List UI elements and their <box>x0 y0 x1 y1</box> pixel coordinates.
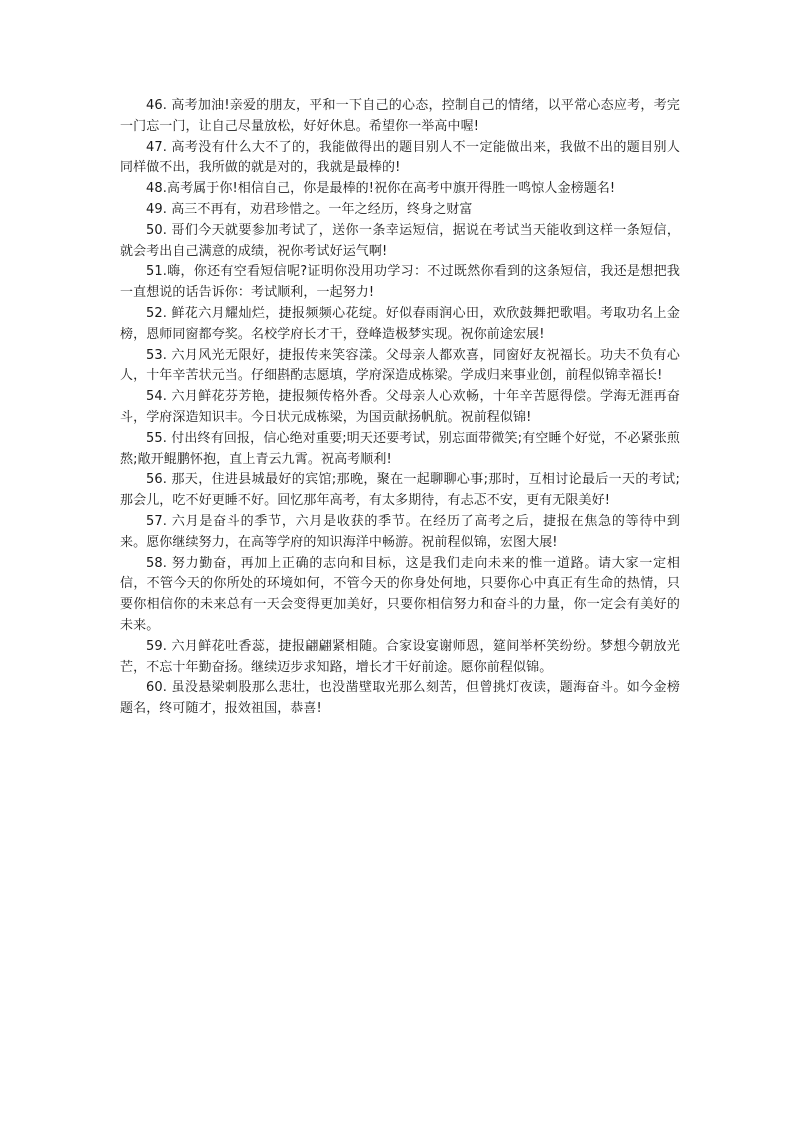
paragraph-55: 55. 付出终有回报，信心绝对重要;明天还要考试，别忘面带微笑;有空睡个好觉，不必紧张煎熬;敞开鲲鹏怀抱，直上青云九霄。祝高考顺利! <box>120 430 680 467</box>
paragraph-60: 60. 虽没悬梁刺股那么悲壮，也没凿壁取光那么刻苦，但曾挑灯夜读，题海奋斗。如今金榜题名，终可随才，报效祖国，恭喜! <box>120 680 680 717</box>
paragraph-57: 57. 六月是奋斗的季节，六月是收获的季节。在经历了高考之后，捷报在焦急的等待中到来。愿你继续努力，在高等学府的知识海洋中畅游。祝前程似锦，宏图大展! <box>120 513 680 550</box>
paragraph-56: 56. 那天，住进县城最好的宾馆;那晚，聚在一起聊聊心事;那时，互相讨论最后一天的考试;那会儿，吃不好更睡不好。回忆那年高考，有太多期待，有忐忑不安，更有无限美好! <box>120 472 680 509</box>
paragraph-50: 50. 哥们今天就要参加考试了，送你一条幸运短信，据说在考试当天能收到这样一条短信，就会考出自己满意的成绩，祝你考试好运气啊! <box>120 222 680 259</box>
paragraph-51: 51.嗨，你还有空看短信呢?证明你没用功学习：不过既然你看到的这条短信，我还是想把我一直想说的话告诉你：考试顺利，一起努力! <box>120 264 680 301</box>
paragraph-59: 59. 六月鲜花吐香蕊，捷报翩翩紧相随。合家设宴谢师恩，筵间举杯笑纷纷。梦想今朝放光芒，不忘十年勤奋扬。继续迈步求知路，增长才干好前途。愿你前程似锦。 <box>120 638 680 675</box>
paragraph-48: 48.高考属于你!相信自己，你是最棒的!祝你在高考中旗开得胜一鸣惊人金榜题名! <box>146 181 616 197</box>
paragraph-53: 53. 六月风光无限好，捷报传来笑容漾。父母亲人都欢喜，同窗好友祝福长。功夫不负有心人，十年辛苦状元当。仔细斟酌志愿填，学府深造成栋梁。学成归来事业创，前程似锦幸福长! <box>120 347 680 384</box>
paragraph-46: 46. 高考加油!亲爱的朋友，平和一下自己的心态，控制自己的情绪，以平常心态应考，考完一门忘一门，让自己尽量放松，好好休息。希望你一举高中喔! <box>120 98 680 134</box>
paragraph-47: 47. 高考没有什么大不了的，我能做得出的题目别人不一定能做出来，我做不出的题目别人同样做不出，我所做的就是对的，我就是最棒的! <box>120 139 680 176</box>
paragraph-52: 52. 鲜花六月耀灿烂，捷报频频心花绽。好似春雨润心田，欢欣鼓舞把歌唱。考取功名上金榜，恩师同窗都夸奖。名校学府长才干，登峰造极梦实现。祝你前途宏展! <box>120 305 680 342</box>
paragraph-49: 49. 高三不再有，劝君珍惜之。一年之经历，终身之财富 <box>146 201 473 217</box>
document-body <box>120 96 680 720</box>
paragraph-54: 54. 六月鲜花芬芳艳，捷报频传格外香。父母亲人心欢畅，十年辛苦愿得偿。学海无涯再奋斗，学府深造知识丰。今日状元成栋梁，为国贡献扬帆航。祝前程似锦! <box>120 389 680 425</box>
paragraph-58: 58. 努力勤奋，再加上正确的志向和目标，这是我们走向未来的惟一道路。请大家一定相信，不管今天的你所处的环境如何，不管今天的你身处何地，只要你心中真正有生命的热情，只要你相信你的未来总有一天会变得更加美好，只要你相信努力和奋斗的力量，你一定会有美好的未来。 <box>120 555 680 633</box>
